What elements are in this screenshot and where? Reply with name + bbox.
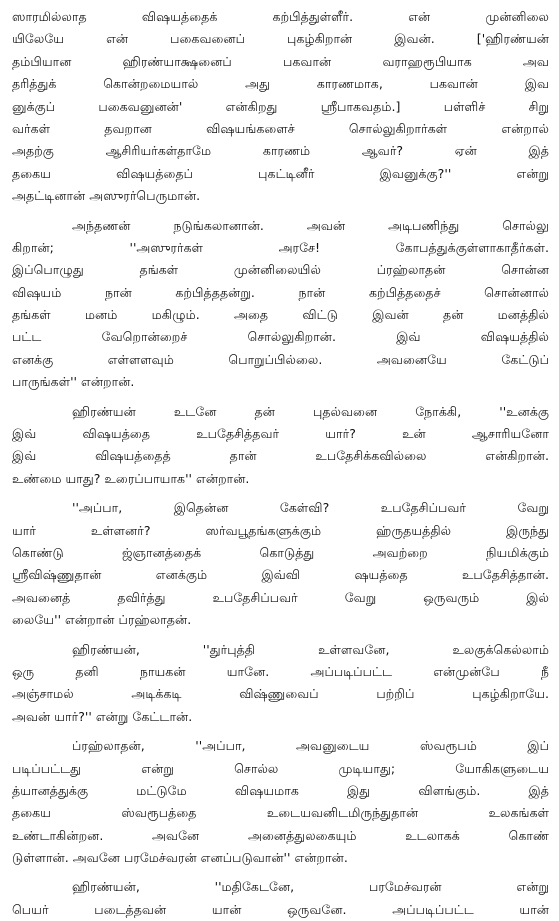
text-line: ''அப்பா, இதென்ன கேள்வி? உபதேசிப்பவர் வேறு: [72, 500, 549, 516]
paragraph: [12, 215, 549, 394]
paragraph: [12, 735, 549, 869]
text-line: அவன் யார்?'' என்று கேட்டான்.: [12, 708, 193, 724]
text-line: ஒரு தனி நாயகன் யானே. அப்படிப்பட்ட என்முன்பே நீ: [12, 663, 549, 679]
text-line: கிறான்; ''அஸுரர்கள் அரசே! கோபத்துக்குள்ளாகாதீர்கள்.: [12, 239, 549, 255]
text-line: அந்தணன் நடுங்கலானான். அவன் அடிபணிந்து சொல்லு: [72, 217, 549, 233]
text-line: ஸாரமில்லாத விஷயத்தைக் கற்பித்துள்ளீர். என் முன்னிலை: [12, 9, 549, 24]
text-line: வர்கள் தவறான விஷயங்களைச் சொல்லுகிறார்கள் என்றால்: [12, 120, 549, 136]
text-line: ப்ரஹ்லாதன், ''அப்பா, அவனுடைய ஸ்வரூபம் இப்: [72, 738, 549, 754]
text-line: விஷயம் நான் கற்பித்ததன்று. நான் கற்பித்ததைச் சொன்னால்: [12, 284, 549, 300]
text-line: இவ் விஷயத்தைத் தான் உபதேசிக்கவில்லை என்கிறான்.: [12, 448, 549, 464]
text-line: அஞ்சாமல் அடிக்கடி விஷ்ணுவைப் பற்றிப் புகழ்கிறாயே.: [12, 686, 549, 702]
text-line: இப்பொழுது தங்கள் முன்னிலையில் ப்ரஹ்லாதன் சொன்ன: [12, 262, 549, 278]
text-line: பட்ட வேறொன்றைச் சொல்லுகிறான். இவ் விஷயத்தில்: [12, 329, 549, 345]
text-line: படிப்பட்டது என்று சொல்ல முடியாது; யோகிகளுடைய: [12, 760, 549, 776]
paragraph: [12, 639, 549, 729]
text-line: உண்மை யாது? உரைப்பாயாக'' என்றான்.: [12, 470, 250, 486]
text-line: த்யானத்துக்கு மட்டுமே விஷயமாக இது விளங்கும். இத்: [12, 782, 549, 798]
paragraph: [12, 497, 549, 631]
text-line: ஸ்ரீவிஷ்ணுதான் எனக்கும் இவ்வி ஷயத்தை உபதேசித்தான்.: [12, 567, 549, 583]
text-line: பெயர் படைத்தவன் யான் ஒருவனே. அப்படிப்பட்ட யான்: [12, 901, 549, 917]
paragraph: [12, 6, 549, 208]
text-line: தரித்துக் கொன்றமையால் அது காரணமாக, பகவான் இவ: [12, 76, 549, 92]
paragraph: [12, 401, 549, 491]
text-line: ஹிரண்யன் உடனே தன் புதல்வனை நோக்கி, ''உனக்கு: [72, 403, 549, 419]
text-line: யிலேயே என் பகைவனைப் புகழ்கிறான் இவன். ['ஹிரண்யன்: [12, 31, 549, 47]
text-line: அவனைத் தவிர்த்து உபதேசிப்பவர் வேறு ஒருவரும் இல்: [12, 589, 549, 605]
text-line: லையே'' என்றான் ப்ரஹ்லாதன்.: [12, 612, 192, 628]
text-line: தம்பியான ஹிரண்யாக்ஷனைப் பகவான் வராஹரூபியாக அவ: [12, 53, 549, 69]
text-line: டுள்ளான். அவனே பரமேச்வரன் எனப்படுவான்'' என்றான்.: [12, 850, 348, 866]
text-line: ஹிரண்யன், ''மதிகேடனே, பரமேச்வரன் என்று: [72, 879, 549, 895]
text-line: உண்டாகின்றன. அவனே அனைத்துலகையும் உடலாகக் கொண்: [12, 827, 549, 843]
text-line: னுக்குப் பகைவனுனன்' என்கிறது ஸ்ரீபாகவதம்.] பள்ளிச் சிறு: [12, 98, 549, 114]
text-line: ஹிரண்யன், ''துர்புத்தி உள்ளவனே, உலகுக்கெல்லாம்: [72, 641, 549, 657]
text-line: பாருங்கள்'' என்றான்.: [12, 374, 135, 390]
text-line: தங்கள் மனம் மகிழும். அதை விட்டு இவன் தன் மனத்தில்: [12, 307, 549, 323]
text-line: அதற்கு ஆசிரியர்கள்தாமே காரணம் ஆவர்? ஏன் இத்: [12, 143, 549, 159]
text-line: கொண்டு ஜ்ஞானத்தைக் கொடுத்து அவற்றை நியமிக்கும்: [12, 544, 549, 560]
text-line: தகைய விஷயத்தைப் புகட்டினீர் இவனுக்கு?'' என்று: [12, 165, 549, 181]
text-line: அதட்டினான் அஸுரர்பெருமான்.: [12, 188, 201, 204]
text-line: இவ் விஷயத்தை உபதேசித்தவர் யார்? உன் ஆசாரியனோ: [12, 426, 549, 442]
paragraph: [12, 876, 549, 921]
text-line: தகைய ஸ்வரூபத்தை உடையவனிடமிருந்துதான் உலகங்கள்: [12, 805, 549, 821]
text-line: எனக்கு எள்ளளவும் பொறுப்பில்லை. அவனையே கேட்டுப்: [12, 351, 549, 367]
text-line: யார் உள்ளனர்? ஸர்வபூதங்களுக்கும் ஹ்ருதயத்தில் இருந்து: [12, 522, 549, 538]
